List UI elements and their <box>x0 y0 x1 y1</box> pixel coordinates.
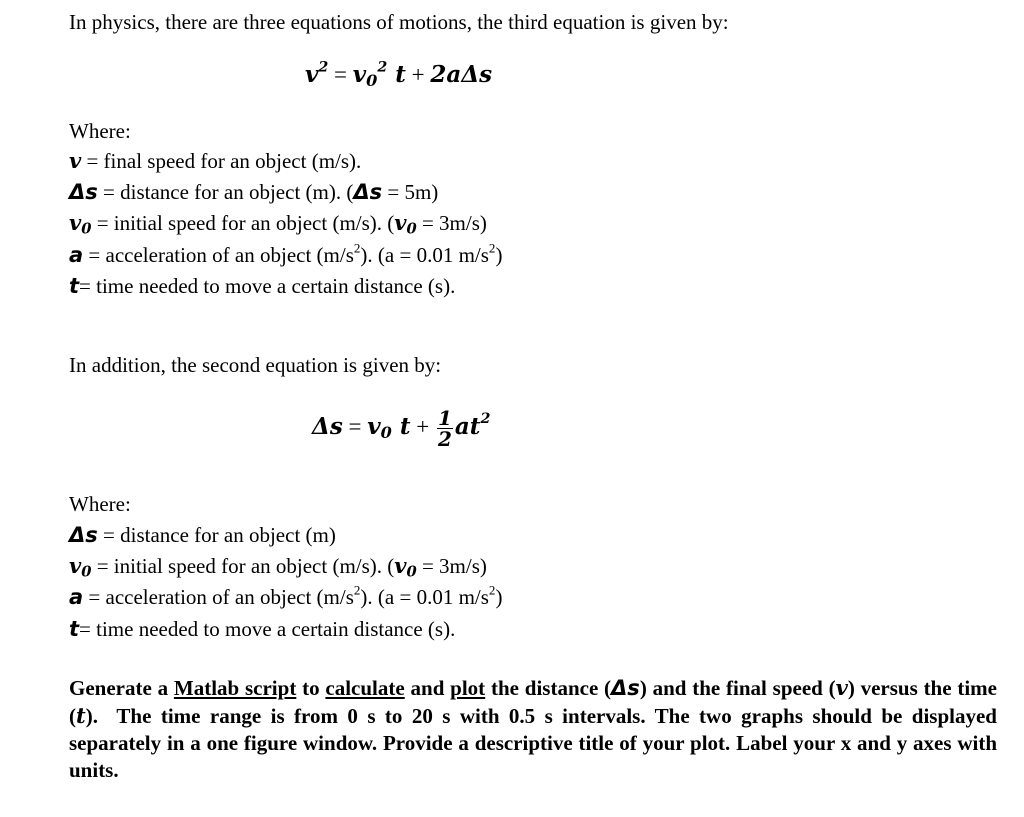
task-sym-v: v <box>835 675 848 700</box>
task-text: to <box>296 676 326 700</box>
where1-line-5 <box>69 274 455 298</box>
where2-text2: ). (a = 0.01 m/s <box>360 585 489 609</box>
eq2-equals: = <box>342 413 368 439</box>
where1-text: = acceleration of an object (m/s <box>83 243 354 267</box>
where1-sym2: v <box>394 210 407 235</box>
where2-sup: 2 <box>353 582 361 598</box>
where1-sym: a <box>69 243 84 267</box>
eq1-plus: + <box>405 62 431 87</box>
where1-sym: Δs <box>69 180 98 204</box>
task-text: ) versus the time ( <box>69 676 1003 728</box>
task-sym-t: t <box>76 703 86 728</box>
where1-text: = time needed to move a certain distance (s). <box>79 274 456 298</box>
where2-line-3 <box>69 582 503 609</box>
where2-text2: = 3m/s) <box>416 554 487 578</box>
eq1-rest: 2aΔs <box>430 61 493 88</box>
eq1-lhs: v <box>305 61 319 88</box>
eq2-frac-num: 1 <box>437 406 452 430</box>
where1-sup2: 2 <box>488 240 496 256</box>
where1-label: Where: <box>69 119 131 143</box>
where1-line-4 <box>69 240 503 267</box>
eq1-v0: v <box>352 61 367 88</box>
eq2-plus: + <box>410 413 435 439</box>
task-matlab-script: Matlab script <box>173 676 297 700</box>
where2-sym: Δs <box>69 523 98 547</box>
where2-line-1 <box>69 523 336 547</box>
task-text: and <box>404 676 451 700</box>
task-text: the distance ( <box>485 676 612 700</box>
equation-third <box>305 60 492 90</box>
where2-sym: t <box>69 617 80 641</box>
where1-sym: v <box>69 148 82 173</box>
where1-line-2 <box>69 180 438 204</box>
intro2-text: In addition, the second equation is given by: <box>69 353 442 377</box>
where1-sym2: Δs <box>353 180 383 204</box>
where1-text3: ) <box>495 243 503 267</box>
where1-sup: 2 <box>353 240 361 256</box>
task-calculate: calculate <box>325 676 405 700</box>
where1-sub2: 0 <box>406 220 417 238</box>
eq1-lhs-exp: 2 <box>318 59 329 76</box>
where2-sup2: 2 <box>488 582 496 598</box>
task-plot: plot <box>450 676 486 700</box>
where2-sub2: 0 <box>406 563 417 581</box>
where1-text2: = 5m) <box>382 180 439 204</box>
where1-text: = final speed for an object (m/s). <box>81 149 362 173</box>
eq2-t: t <box>391 412 411 440</box>
where1-text2: ). (a = 0.01 m/s <box>360 243 489 267</box>
eq2-frac-den: 2 <box>437 427 452 451</box>
where1-sym: v <box>69 210 82 235</box>
task-text: ) and the final speed ( <box>639 676 836 700</box>
where2-text: = time needed to move a certain distance (s). <box>79 617 456 641</box>
equation-second <box>312 408 490 449</box>
eq2-rest: at <box>454 412 481 440</box>
where1-sym: t <box>69 274 80 298</box>
eq1-equals: = <box>328 62 353 87</box>
where2-sym: v <box>69 553 82 578</box>
where2-sym: a <box>69 585 84 609</box>
task-text: Generate a <box>69 676 174 700</box>
eq2-lhs: Δs <box>312 412 343 440</box>
where2-line-2 <box>69 553 487 581</box>
where2-text: = initial speed for an object (m/s). ( <box>91 554 395 578</box>
where1-text2: = 3m/s) <box>416 211 487 235</box>
task-paragraph <box>69 674 1003 784</box>
intro-text: In physics, there are three equations of motions, the third equation is given by: <box>69 10 729 34</box>
eq1-t: t <box>387 61 406 88</box>
eq2-v0: v <box>367 412 381 440</box>
eq2-rest-exp: 2 <box>480 411 491 428</box>
where1-sub: 0 <box>81 220 92 238</box>
where2-text3: ) <box>495 585 503 609</box>
where2-sub: 0 <box>81 563 92 581</box>
eq1-v0-exp: 2 <box>377 59 388 76</box>
where2-text: = acceleration of an object (m/s <box>83 585 354 609</box>
where1-line-1 <box>69 149 361 173</box>
task-text: ). The time range is from 0 s to 20 s with 0.5 s intervals. The two graphs should be displayed separately in a one figure window. Provide a descriptive title of your plot. Label your x and y axes with units. <box>69 704 1003 782</box>
where2-sym2: v <box>394 553 407 578</box>
where1-line-3 <box>69 210 487 238</box>
where2-text: = distance for an object (m) <box>97 523 336 547</box>
where2-line-4 <box>69 617 455 641</box>
where1-text: = distance for an object (m). ( <box>97 180 354 204</box>
eq2-fraction <box>437 408 453 449</box>
eq2-v0-sub: 0 <box>380 422 392 442</box>
where2-label: Where: <box>69 492 131 516</box>
task-sym-ds: Δs <box>611 676 640 700</box>
where1-text: = initial speed for an object (m/s). ( <box>91 211 395 235</box>
eq1-v0-sub: 0 <box>366 71 378 91</box>
